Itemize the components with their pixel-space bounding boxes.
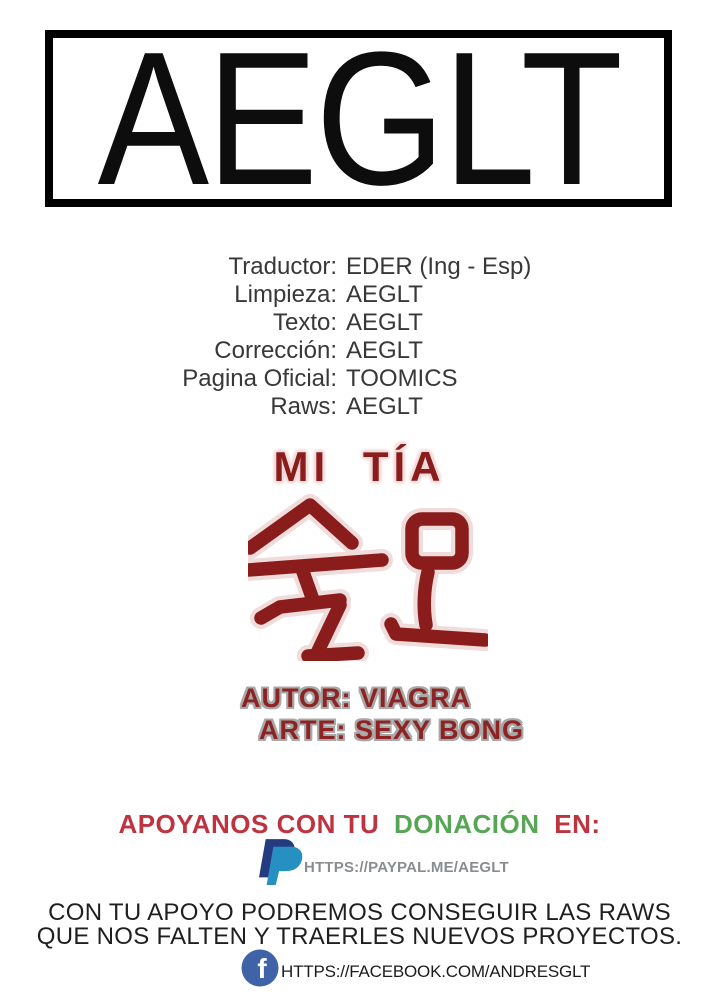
credit-label: Raws:: [270, 393, 337, 420]
facebook-f-glyph: f: [257, 953, 267, 984]
credit-row-official-page: [0, 365, 719, 393]
credit-value: AEGLT: [346, 337, 423, 364]
paypal-link[interactable]: HTTPS://PAYPAL.ME/AEGLT: [304, 859, 509, 876]
paypal-icon[interactable]: [259, 838, 303, 888]
credit-label: Traductor:: [228, 253, 337, 280]
donation-call: [0, 809, 719, 840]
support-message-line1: CON TU APOYO PODREMOS CONSEGUIR LAS RAWS: [48, 899, 671, 926]
credit-row-cleaning: [0, 281, 719, 309]
credit-label: Limpieza:: [234, 281, 337, 308]
author-line: AUTOR: VIAGRA: [241, 683, 472, 713]
credit-value: AEGLT: [346, 393, 423, 420]
credit-label: Pagina Oficial:: [182, 365, 337, 392]
credit-label: Corrección:: [214, 337, 337, 364]
donation-text-suffix: EN:: [554, 809, 601, 839]
credit-value: AEGLT: [346, 309, 423, 336]
credit-row-proofreading: [0, 337, 719, 365]
series-title-spanish: MI TÍA: [273, 443, 446, 490]
donation-text-highlight: DONACIÓN: [393, 809, 540, 839]
group-logo-text: AEGLT: [97, 30, 620, 207]
credit-value: AEGLT: [346, 281, 423, 308]
support-message: [0, 901, 719, 949]
credit-row-raws: [0, 393, 719, 421]
credit-value: TOOMICS: [346, 365, 458, 392]
support-message-line2: QUE NOS FALTEN Y TRAERLES NUEVOS PROYECTOS.: [36, 923, 683, 950]
facebook-link[interactable]: HTTPS://FACEBOOK.COM/ANDRESGLT: [281, 962, 591, 981]
group-logo: [45, 30, 672, 207]
artist-line: ARTE: SEXY BONG: [259, 715, 525, 745]
credit-row-typesetting: [0, 309, 719, 337]
staff-credits-list: [0, 253, 719, 421]
series-title-korean: [248, 493, 488, 661]
credit-row-translator: [0, 253, 719, 281]
facebook-icon[interactable]: [241, 949, 279, 987]
credit-label: Texto:: [272, 309, 337, 336]
donation-text-prefix: APOYANOS CON TU: [118, 809, 380, 839]
credit-value: EDER (Ing - Esp): [346, 253, 532, 280]
